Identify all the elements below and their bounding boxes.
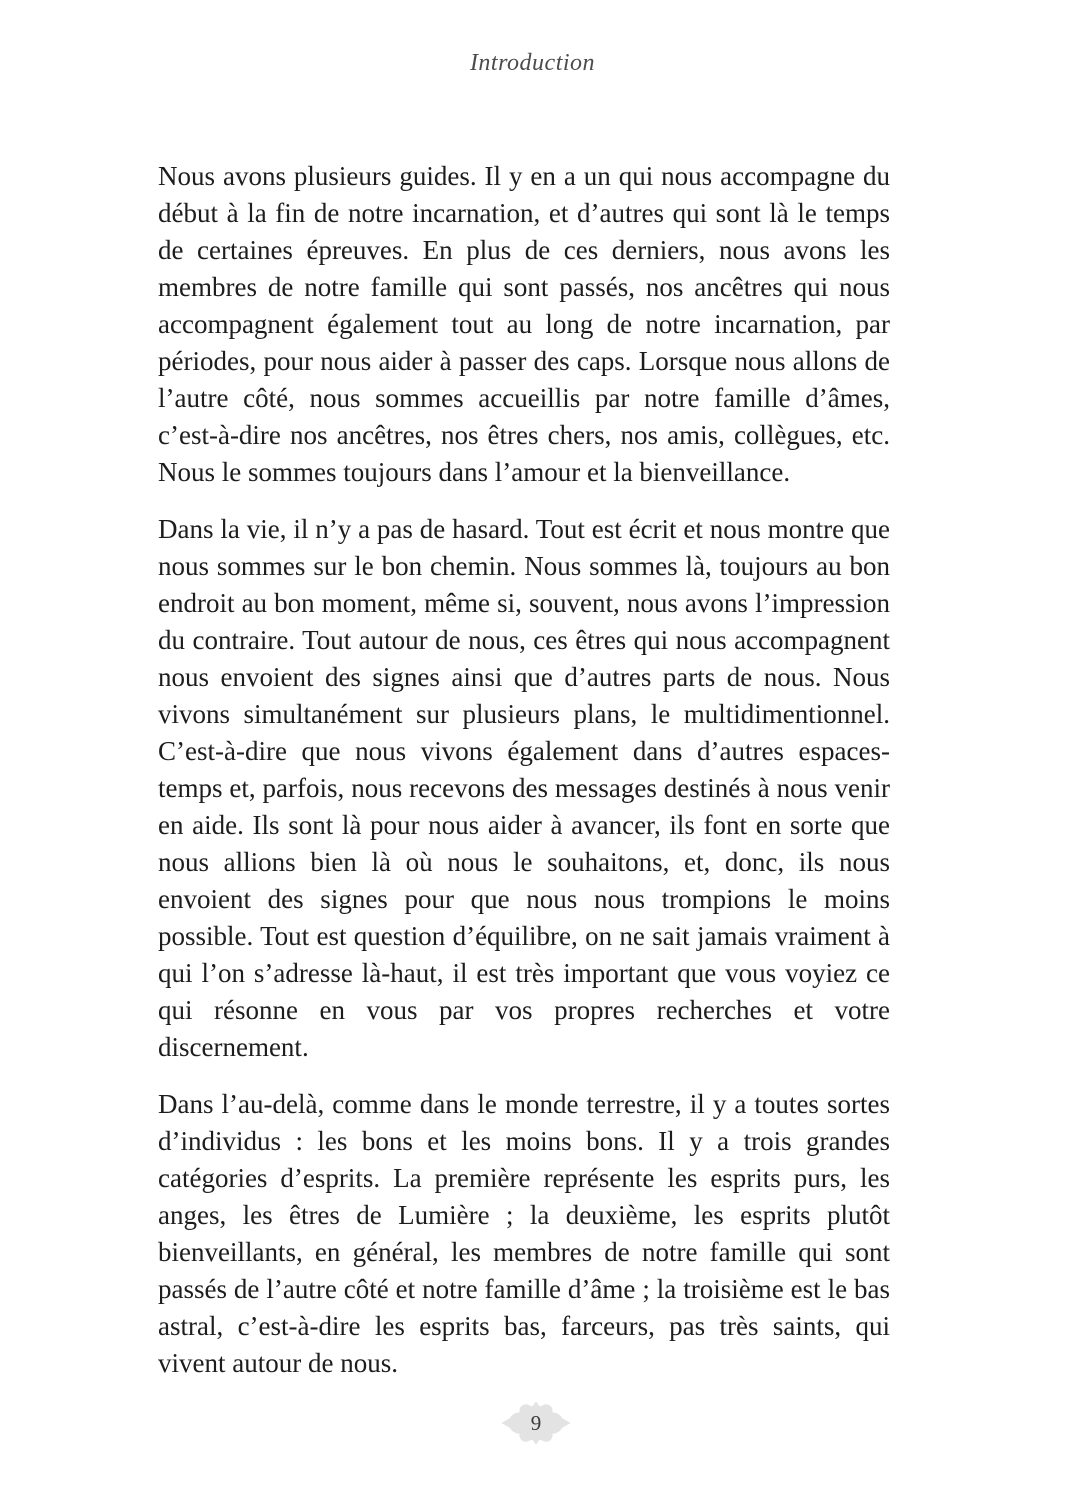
running-head: Introduction xyxy=(469,50,596,76)
folio xyxy=(500,1399,572,1447)
page-number: 9 xyxy=(530,1410,542,1435)
paragraph: Dans la vie, il n’y a pas de hasard. Tout est écrit et nous montre que nous sommes sur le bon chemin. Nous sommes là, toujours au bon endroit au bon moment, même si, souvent, nous avons l’impression du contraire. Tout autour de nous, ces êtres qui nous accompagnent nous envoient des signes ainsi que d’autres parts de nous. Nous vivons simultanément sur plusieurs plans, le multidimentionnel. C’est-à-dire que nous vivons également dans d’autres espaces-temps et, parfois, nous recevons des messages destinés à nous venir en aide. Ils sont là pour nous aider à avancer, ils font en sorte que nous allions bien là où nous le souhaitons, et, donc, ils nous envoient des signes pour que nous nous trompions le moins possible. Tout est question d’équilibre, on ne sait jamais vraiment à qui l’on s’adresse là-haut, il est très important que vous voyiez ce qui résonne en vous par vos propres recherches et votre discernement. xyxy=(158,514,890,1062)
paragraph: Dans l’au-delà, comme dans le monde terrestre, il y a toutes sortes d’individus : les bons et les moins bons. Il y a trois grandes catégories d’esprits. La première représente les esprits purs, les anges, les êtres de Lumière ; la deuxième, les esprits plutôt bienveillants, en général, les membres de notre famille qui sont passés de l’autre côté et notre famille d’âme ; la troisième est le bas astral, c’est-à-dire les esprits bas, farceurs, pas très saints, qui vivent autour de nous. xyxy=(158,1089,890,1378)
text-block xyxy=(158,158,890,1402)
paragraph: Nous avons plusieurs guides. Il y en a un qui nous accompagne du début à la fin de notre incarnation, et d’autres qui sont là le temps de certaines épreuves. En plus de ces derniers, nous avons les membres de notre famille qui sont passés, nos ancêtres qui nous accompagnent également tout au long de notre incarnation, par périodes, pour nous aider à passer des caps. Lorsque nous allons de l’autre côté, nous sommes accueillis par notre famille d’âmes, c’est-à-dire nos ancêtres, nos êtres chers, nos amis, collègues, etc. Nous le sommes toujours dans l’amour et la bienveillance. xyxy=(158,161,890,487)
